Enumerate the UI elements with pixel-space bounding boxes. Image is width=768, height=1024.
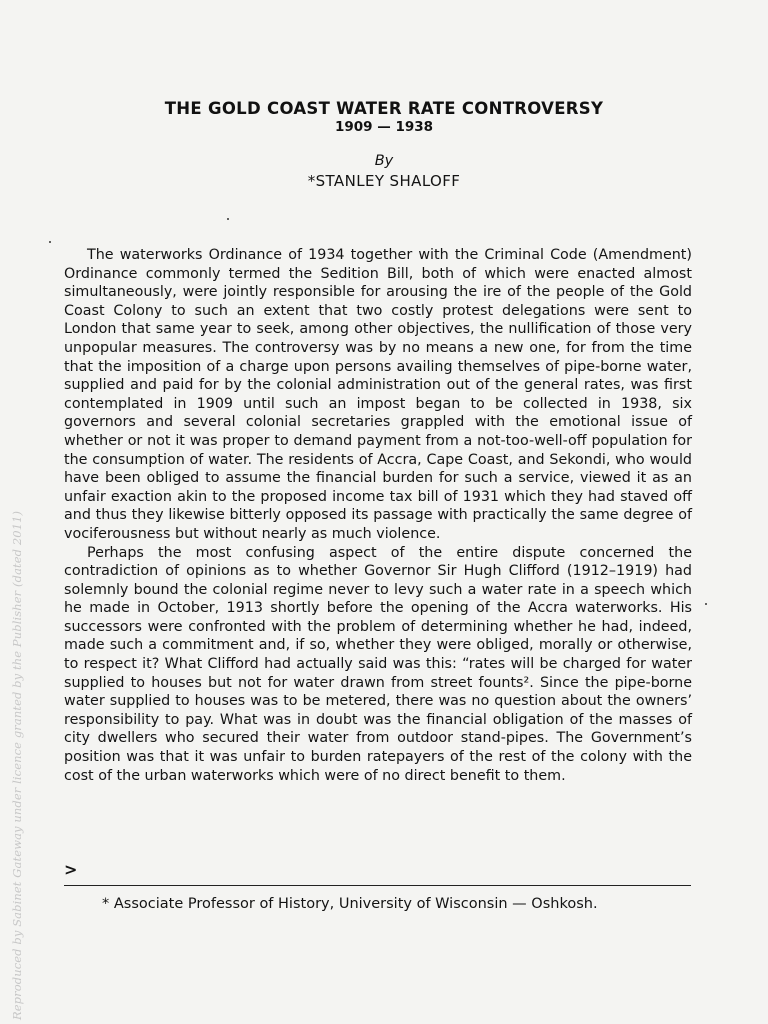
footnote-divider <box>64 885 691 886</box>
article-body <box>64 246 692 785</box>
body-paragraph-1: The waterworks Ordinance of 1934 together with the Criminal Code (Amendment) Ordinance commonly termed the Sedition Bill, both of which were enacted almost simultaneously, were jointly responsible for arousing the ire of the people of the Gold Coast Colony to such an extent that two costly protest delegations were sent to London that same year to seek, among other objectives, the nullification of those very unpopular measures. The controversy was by no means a new one, for from the time that the imposition of a charge upon persons availing themselves of pipe-borne water, supplied and paid for by the colonial administration out of the general rates, was first contemplated in 1909 until such an impost began to be collected in 1938, six governors and several colonial secretaries grappled with the emotional issue of whether or not it was proper to demand payment from a not-too-well-off population for the consumption of water. The residents of Accra, Cape Coast, and Sekondi, who would have been obliged to assume the financial burden for such a service, viewed it as an unfair exaction akin to the proposed income tax bill of 1931 which they had staved off and thus they likewise bitterly opposed its passage with practically the same degree of vociferousness but without nearly as much violence. <box>64 247 692 542</box>
watermark-text: Reproduced by Sabinet Gateway under licence granted by the Publisher (dated 2011) <box>10 510 24 1020</box>
scan-speck <box>49 241 51 243</box>
byline-label: By <box>374 153 394 169</box>
author-footnote: * Associate Professor of History, University of Wisconsin — Oshkosh. <box>102 896 598 912</box>
scan-speck <box>227 218 229 220</box>
continuation-mark: > <box>64 860 78 879</box>
article-years: 1909 — 1938 <box>334 119 434 135</box>
article-title: THE GOLD COAST WATER RATE CONTROVERSY <box>164 99 604 118</box>
author-name: *STANLEY SHALOFF <box>307 172 461 190</box>
body-paragraph-2: Perhaps the most confusing aspect of the entire dispute concerned the contradiction of opinions as to whether Governor Sir Hugh Clifford (1912–1919) had solemnly bound the colonial regime never to levy such a water rate in a speech which he made in October, 1913 shortly before the opening of the Accra waterworks. His successors were confronted with the problem of determining whether he had, indeed, made such a commitment and, if so, whether they were obliged, morally or otherwise, to respect it? What Clifford had actually said was this: “rates will be charged for water supplied to houses but not for water drawn from street founts². Since the pipe-borne water supplied to houses was to be metered, there was no question about the owners’ responsibility to pay. What was in doubt was the financial obligation of the masses of city dwellers who secured their water from outdoor stand-pipes. The Government’s position was that it was unfair to burden ratepayers of the rest of the colony with the cost of the urban waterworks which were of no direct benefit to them. <box>64 544 692 784</box>
scan-speck <box>705 603 707 605</box>
